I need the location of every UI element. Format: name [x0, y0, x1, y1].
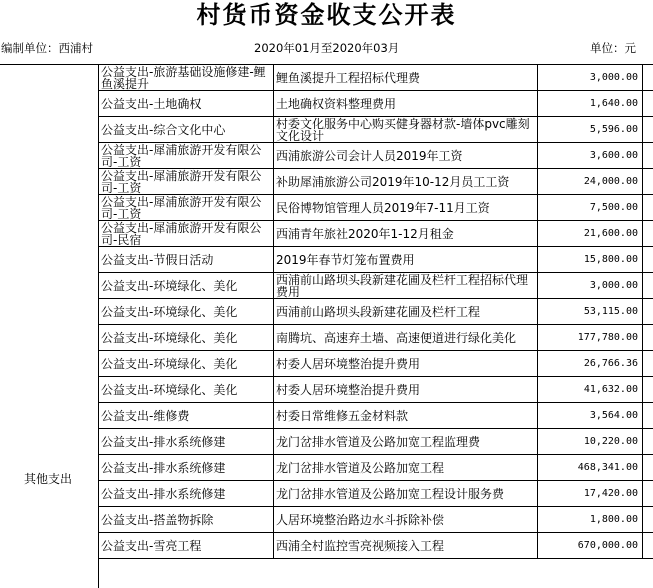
description-text: 村委人居环境整治提升费用 [276, 383, 421, 397]
empty-cell [643, 377, 653, 402]
amount-cell [538, 273, 643, 298]
amount-text: 7,500.00 [589, 202, 638, 213]
description-cell [274, 143, 538, 168]
category-cell [0, 65, 99, 588]
item-cell [99, 429, 274, 454]
description-text: 西浦前山路坝头段新建花圃及栏杆工程招标代理费用 [276, 273, 529, 298]
amount-cell [538, 377, 643, 402]
table-row [99, 455, 653, 481]
description-cell [274, 195, 538, 220]
item-text: 公益支出-排水系统修建 [101, 435, 226, 449]
table-row [99, 65, 653, 91]
description-text: 人居环境整治路边水斗拆除补偿 [276, 513, 445, 527]
report-period: 2020年01月至2020年03月 [254, 41, 400, 55]
amount-cell [538, 195, 643, 220]
table-row [99, 91, 653, 117]
amount-text: 670,000.00 [577, 540, 638, 551]
description-text: 民俗博物馆管理人员2019年7-11月工资 [276, 201, 490, 215]
item-text: 公益支出-土地确权 [101, 97, 202, 111]
item-text: 公益支出-综合文化中心 [101, 123, 226, 137]
amount-text: 17,420.00 [583, 488, 638, 499]
description-text: 龙门岔排水管道及公路加宽工程设计服务费 [276, 487, 505, 501]
item-cell [99, 377, 274, 402]
item-text: 公益支出-雪亮工程 [101, 539, 202, 553]
item-cell [99, 117, 274, 142]
item-text: 公益支出-犀浦旅游开发有限公司-工资 [101, 169, 262, 194]
item-cell [99, 455, 274, 480]
amount-text: 26,766.36 [583, 358, 638, 369]
item-text: 公益支出-环境绿化、美化 [101, 331, 238, 345]
description-cell [274, 117, 538, 142]
description-cell [274, 507, 538, 532]
empty-cell [643, 273, 653, 298]
description-text: 村委日常维修五金材料款 [276, 409, 409, 423]
amount-cell [538, 169, 643, 194]
item-cell [99, 507, 274, 532]
amount-text: 24,000.00 [583, 176, 638, 187]
item-cell [99, 169, 274, 194]
description-cell [274, 429, 538, 454]
amount-text: 177,780.00 [577, 332, 638, 343]
table-row [99, 273, 653, 299]
item-cell [99, 143, 274, 168]
description-text: 西浦全村监控雪亮视频接入工程 [276, 539, 445, 553]
empty-cell [643, 221, 653, 246]
empty-cell [643, 65, 653, 90]
table-row [99, 429, 653, 455]
item-cell [99, 351, 274, 376]
table-row [99, 403, 653, 429]
item-cell [99, 91, 274, 116]
amount-text: 3,564.00 [589, 410, 638, 421]
description-text: 2019年春节灯笼布置费用 [276, 253, 415, 267]
empty-cell [643, 143, 653, 168]
item-cell [99, 247, 274, 272]
item-cell [99, 533, 274, 558]
description-cell [274, 273, 538, 298]
item-text: 公益支出-排水系统修建 [101, 461, 226, 475]
amount-text: 41,632.00 [583, 384, 638, 395]
compiling-unit: 编制单位：西浦村 [1, 41, 93, 55]
item-cell [99, 195, 274, 220]
description-text: 西浦前山路坝头段新建花圃及栏杆工程 [276, 305, 481, 319]
category-label: 其他支出 [24, 472, 73, 486]
description-cell [274, 169, 538, 194]
item-text: 公益支出-犀浦旅游开发有限公司-民宿 [101, 221, 262, 246]
empty-cell [643, 455, 653, 480]
amount-cell [538, 507, 643, 532]
item-text: 公益支出-环境绿化、美化 [101, 383, 238, 397]
empty-cell [643, 91, 653, 116]
amount-text: 1,640.00 [589, 98, 638, 109]
empty-cell [643, 247, 653, 272]
table-row [99, 377, 653, 403]
amount-cell [538, 429, 643, 454]
amount-cell [538, 143, 643, 168]
empty-cell [643, 403, 653, 428]
item-cell [99, 403, 274, 428]
empty-cell [643, 299, 653, 324]
amount-text: 53,115.00 [583, 306, 638, 317]
item-text: 公益支出-维修费 [101, 409, 190, 423]
amount-cell [538, 299, 643, 324]
amount-cell [538, 65, 643, 90]
empty-cell [643, 169, 653, 194]
table-row [99, 221, 653, 247]
description-cell [274, 403, 538, 428]
empty-cell [643, 429, 653, 454]
amount-text: 1,800.00 [589, 514, 638, 525]
amount-text: 468,341.00 [577, 462, 638, 473]
amount-text: 10,220.00 [583, 436, 638, 447]
amount-cell [538, 221, 643, 246]
table-row [99, 507, 653, 533]
amount-cell [538, 351, 643, 376]
description-text: 南腾坑、高速弃土墙、高速便道进行绿化美化 [276, 331, 517, 345]
description-cell [274, 325, 538, 350]
table-row [99, 481, 653, 507]
amount-text: 5,596.00 [589, 124, 638, 135]
empty-cell [643, 507, 653, 532]
item-text: 公益支出-犀浦旅游开发有限公司-工资 [101, 195, 262, 220]
empty-cell [643, 533, 653, 558]
description-text: 西浦青年旅社2020年1-12月租金 [276, 227, 454, 241]
description-text: 龙门岔排水管道及公路加宽工程 [276, 461, 445, 475]
table-row [99, 533, 653, 559]
item-text: 公益支出-排水系统修建 [101, 487, 226, 501]
description-cell [274, 299, 538, 324]
page-title: 村货币资金收支公开表 [196, 1, 457, 29]
description-cell [274, 351, 538, 376]
description-cell [274, 91, 538, 116]
item-cell [99, 221, 274, 246]
description-cell [274, 533, 538, 558]
amount-text: 21,600.00 [583, 228, 638, 239]
description-cell [274, 377, 538, 402]
item-text: 公益支出-环境绿化、美化 [101, 357, 238, 371]
item-text: 公益支出-搭盖物拆除 [101, 513, 214, 527]
table-row [99, 195, 653, 221]
empty-cell [643, 195, 653, 220]
item-text: 公益支出-节假日活动 [101, 253, 214, 267]
description-cell [274, 455, 538, 480]
description-text: 龙门岔排水管道及公路加宽工程监理费 [276, 435, 481, 449]
description-text: 补助犀浦旅游公司2019年10-12月员工工资 [276, 175, 510, 189]
table-row [99, 351, 653, 377]
description-text: 鲤鱼溪提升工程招标代理费 [276, 71, 421, 85]
item-text: 公益支出-旅游基础设施修建-鲤鱼溪提升 [101, 65, 266, 90]
table-rows [99, 65, 653, 559]
empty-cell [643, 481, 653, 506]
table-row [99, 117, 653, 143]
table-row [99, 247, 653, 273]
amount-cell [538, 325, 643, 350]
currency-unit: 单位：元 [590, 41, 636, 55]
funds-table [0, 64, 653, 553]
amount-cell [538, 247, 643, 272]
amount-text: 3,600.00 [589, 150, 638, 161]
item-cell [99, 273, 274, 298]
amount-cell [538, 117, 643, 142]
description-cell [274, 65, 538, 90]
description-text: 村委人居环境整治提升费用 [276, 357, 421, 371]
description-cell [274, 221, 538, 246]
item-cell [99, 299, 274, 324]
item-text: 公益支出-环境绿化、美化 [101, 305, 238, 319]
amount-cell [538, 403, 643, 428]
amount-cell [538, 91, 643, 116]
amount-cell [538, 533, 643, 558]
empty-cell [643, 117, 653, 142]
table-row [99, 325, 653, 351]
item-cell [99, 481, 274, 506]
amount-cell [538, 455, 643, 480]
item-text: 公益支出-环境绿化、美化 [101, 279, 238, 293]
table-row [99, 169, 653, 195]
item-cell [99, 325, 274, 350]
report-info-row [0, 38, 653, 58]
amount-text: 3,000.00 [589, 72, 638, 83]
item-text: 公益支出-犀浦旅游开发有限公司-工资 [101, 143, 262, 168]
empty-cell [643, 351, 653, 376]
amount-text: 15,800.00 [583, 254, 638, 265]
description-text: 西浦旅游公司会计人员2019年工资 [276, 149, 463, 163]
item-cell [99, 65, 274, 90]
description-cell [274, 247, 538, 272]
table-row [99, 299, 653, 325]
description-cell [274, 481, 538, 506]
table-row [99, 143, 653, 169]
amount-text: 3,000.00 [589, 280, 638, 291]
amount-cell [538, 481, 643, 506]
empty-cell [643, 325, 653, 350]
description-text: 土地确权资料整理费用 [276, 97, 397, 111]
description-text: 村委文化服务中心购买健身器材款-墙体pvc雕刻文化设计 [276, 117, 530, 142]
